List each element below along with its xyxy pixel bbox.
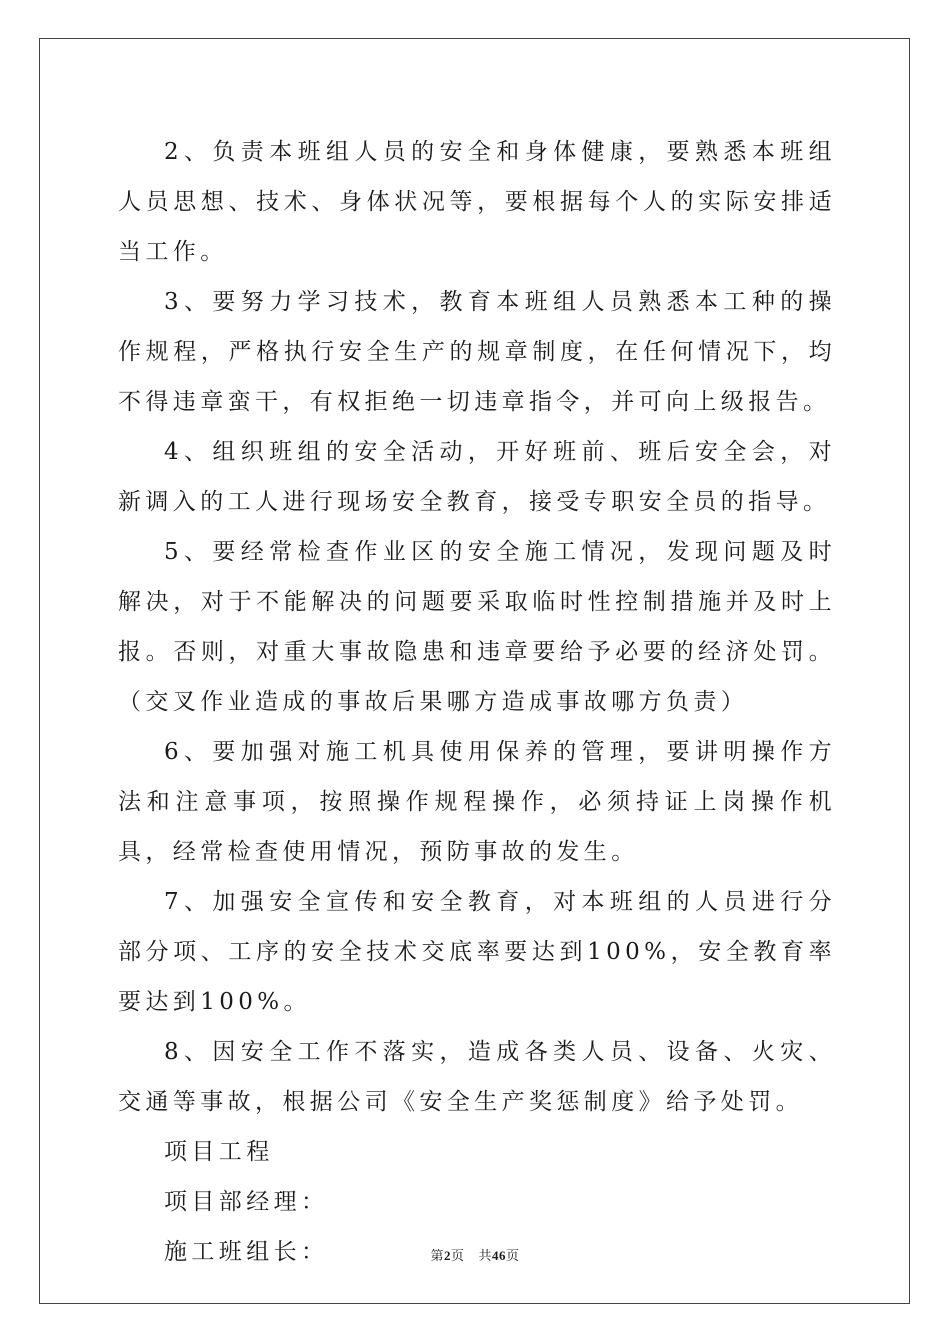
paragraph-item-7: 7、加强安全宣传和安全教育，对本班组的人员进行分部分项、工序的安全技术交底率要达到100%，安全教育率要达到100%。 [118, 889, 836, 1015]
signature-team-leader: 施工班组长： [164, 1239, 329, 1265]
paragraph-item-2: 2、负责本班组人员的安全和身体健康，要熟悉本班组人员思想、技术、身体状况等，要根据每个人的实际安排适当工作。 [118, 139, 836, 265]
paragraph-item-3: 3、要努力学习技术，教育本班组人员熟悉本工种的操作规程，严格执行安全生产的规章制度，在任何情况下，均不得违章蛮干，有权拒绝一切违章指令，并可向上级报告。 [118, 289, 836, 415]
page-suffix: 页 [450, 1249, 465, 1264]
page-prefix: 第 [430, 1249, 444, 1264]
total-pages: 46 [492, 1248, 507, 1263]
total-prefix: 共 [478, 1249, 493, 1264]
paragraph-item-6: 6、要加强对施工机具使用保养的管理，要讲明操作方法和注意事项，按照操作规程操作，必须持证上岗操作机具，经常检查使用情况，预防事故的发生。 [118, 739, 836, 865]
paragraph-item-4: 4、组织班组的安全活动，开好班前、班后安全会，对新调入的工人进行现场安全教育，接受专职安全员的指导。 [118, 439, 836, 515]
signature-manager: 项目部经理： [164, 1189, 329, 1215]
paragraph-item-8: 8、因安全工作不落实，造成各类人员、设备、火灾、交通等事故，根据公司《安全生产奖惩制度》给予处罚。 [118, 1039, 836, 1115]
signature-project: 项目工程 [164, 1139, 274, 1165]
total-suffix: 页 [506, 1249, 520, 1264]
page-footer [0, 1245, 950, 1264]
document-body [118, 127, 836, 1277]
paragraph-item-5: 5、要经常检查作业区的安全施工情况，发现问题及时解决，对于不能解决的问题要采取临时性控制措施并及时上报。否则，对重大事故隐患和违章要给予必要的经济处罚。（交叉作业造成的事故后果哪方造成事故哪方负责） [118, 539, 836, 715]
page-number: 2 [443, 1248, 451, 1263]
